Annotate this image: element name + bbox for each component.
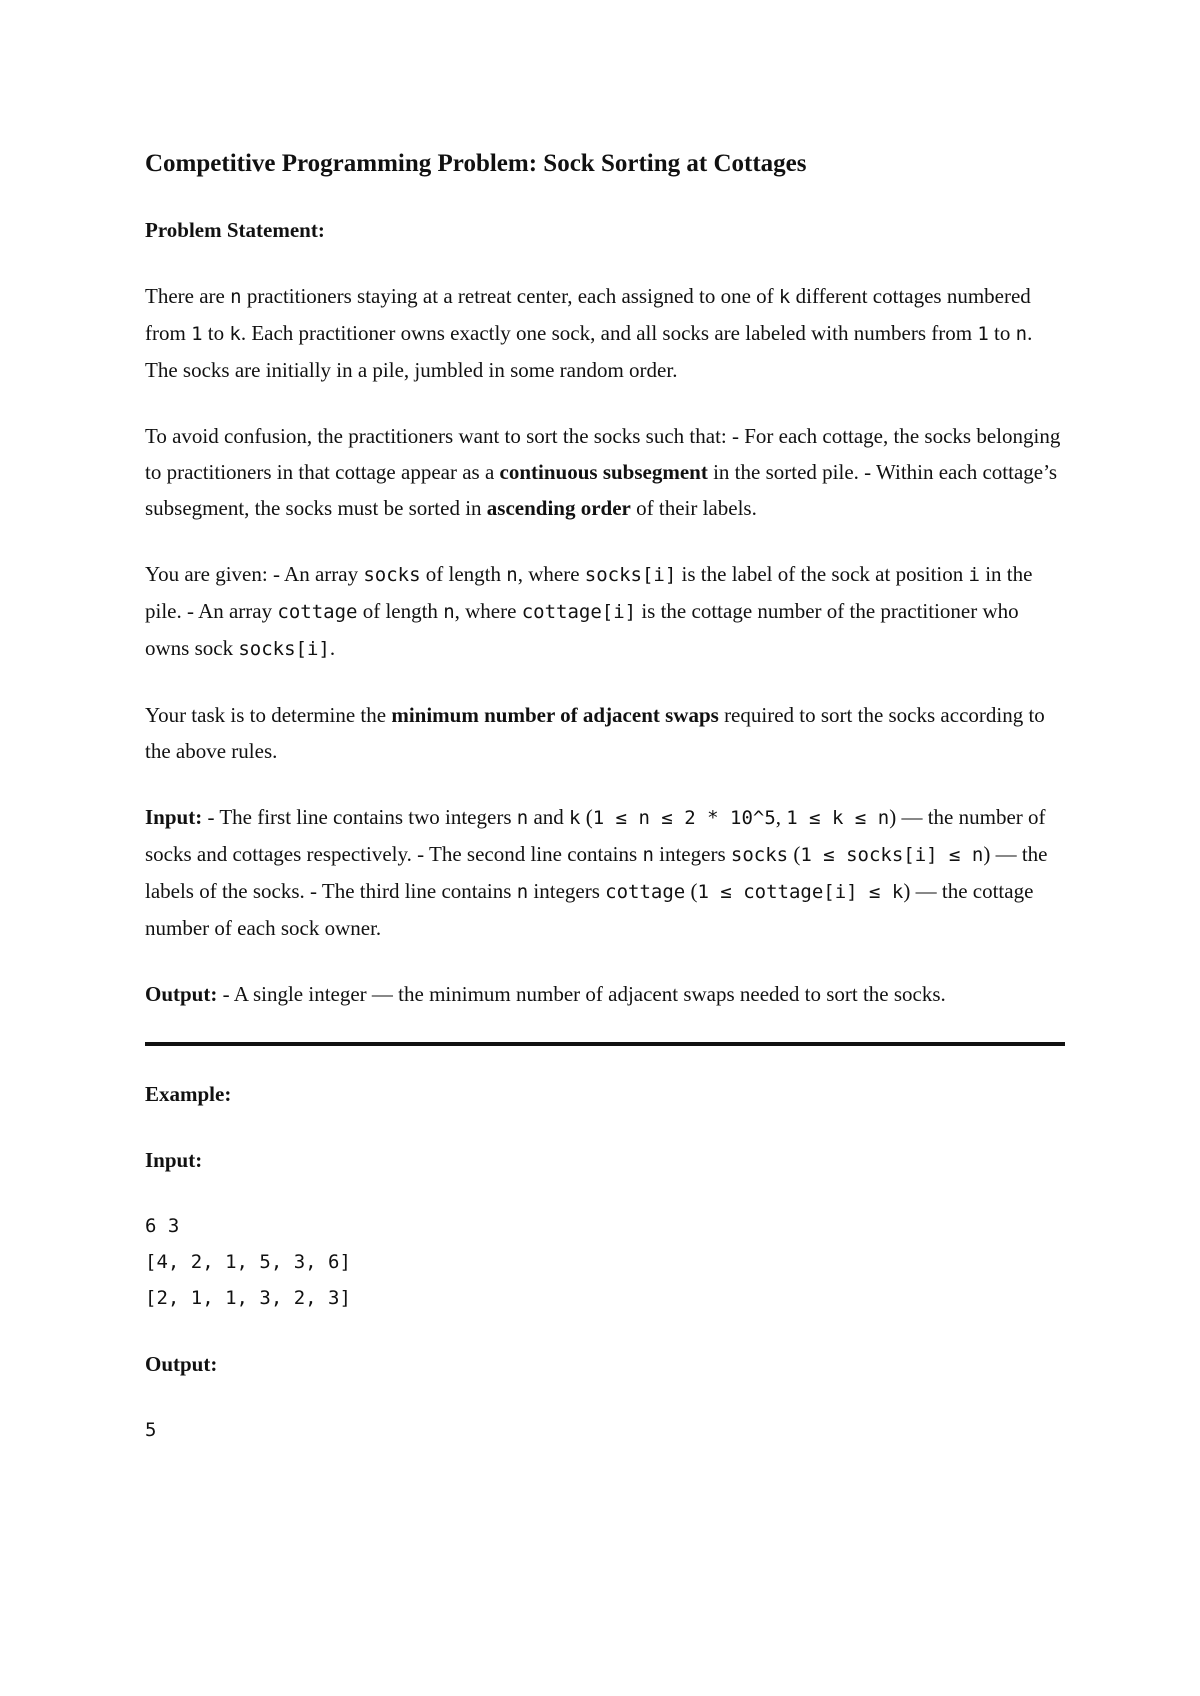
document-content <box>145 146 1065 1448</box>
example-input-label: Input: <box>145 1148 203 1172</box>
page-title: Competitive Programming Problem: Sock Sorting at Cottages <box>145 150 807 177</box>
example-input-line: 6 3 <box>145 1215 180 1237</box>
example-input-line: [4, 2, 1, 5, 3, 6] <box>145 1251 351 1273</box>
paragraph-rules: To avoid confusion, the practitioners want to sort the socks such that: - For each cottage, the socks belonging to practitioners in that cottage appear as a continuous subsegment in the sorted pile. - Within each cottage’s subsegment, the socks must be sorted in ascending order of their labels. <box>145 424 1061 520</box>
output-specification: Output: - A single integer — the minimum number of adjacent swaps needed to sort the socks. <box>145 982 946 1006</box>
input-specification: Input: - The first line contains two integers n and k (1 ≤ n ≤ 2 * 10^5, 1 ≤ k ≤ n) — the number of socks and cottages respectively. - The second line contains n integers socks (1 ≤ socks[i] ≤ n) — the labels of the socks. - The third line contains n integers cottage (1 ≤ cottage[i] ≤ k) — the cottage number of each sock owner. <box>145 805 1048 940</box>
paragraph-given: You are given: - An array socks of length n, where socks[i] is the label of the sock at position i in the pile. - An array cottage of length n, where cottage[i] is the cottage number of the practitioner who owns sock socks[i]. <box>145 562 1033 660</box>
example-input-block <box>145 1208 1065 1316</box>
example-output-label: Output: <box>145 1352 218 1376</box>
example-input-line: [2, 1, 1, 3, 2, 3] <box>145 1287 351 1309</box>
paragraph-intro: There are n practitioners staying at a retreat center, each assigned to one of k different cottages numbered from 1 to k. Each practitioner owns exactly one sock, and all socks are labeled with numbers from 1 to n. The socks are initially in a pile, jumbled in some random order. <box>145 284 1033 382</box>
statement-label: Problem Statement: <box>145 218 325 242</box>
example-label: Example: <box>145 1082 232 1106</box>
example-output-value: 5 <box>145 1419 157 1441</box>
paragraph-task: Your task is to determine the minimum number of adjacent swaps required to sort the socks according to the above rules. <box>145 703 1045 763</box>
